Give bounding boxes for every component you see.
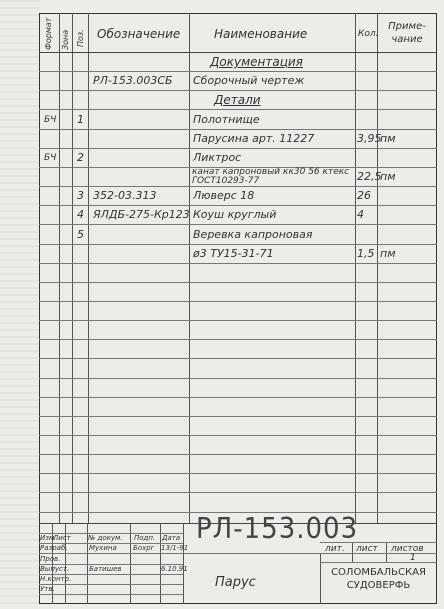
tb-vypust: Выпуст.: [40, 565, 70, 573]
row-unit: пм: [380, 247, 396, 260]
row-pos: 4: [77, 208, 84, 221]
row-line: [39, 71, 437, 72]
row-line: [39, 90, 437, 91]
row-line: [39, 320, 437, 321]
header-zone: Зона: [61, 29, 70, 50]
row-line: [39, 186, 437, 187]
tb-podp: Подп.: [134, 534, 156, 542]
tb-row: [39, 584, 183, 585]
row-name: Сборочный чертеж: [193, 74, 305, 87]
tb-ndoc: № докум.: [88, 534, 123, 542]
tb-izm: Изм: [40, 534, 55, 542]
row-line: [39, 224, 437, 225]
row-name: Люверс 18: [193, 189, 255, 202]
row-line: [39, 129, 437, 130]
tb-lit: лит.: [325, 544, 345, 554]
row-line: [39, 263, 437, 264]
row-line: [39, 416, 437, 417]
row-line: [39, 378, 437, 379]
row-designation: ЯЛДБ-275-Кр123: [93, 208, 190, 221]
row-qty: 4: [357, 208, 364, 221]
section-heading: Документация: [210, 55, 303, 69]
tb-razrab-date: 13/1-91: [161, 544, 189, 552]
tb-razrab-sign: Бохрг: [133, 544, 155, 552]
row-qty: 1,5: [357, 247, 375, 260]
row-pos: 1: [77, 113, 84, 126]
row-line: [39, 148, 437, 149]
row-line: [39, 244, 437, 245]
row-pos: 3: [77, 189, 84, 202]
row-line: [39, 358, 437, 359]
tb-utv: Утв.: [40, 585, 55, 593]
row-qty: 26: [357, 189, 371, 202]
tb-prov: Пров.: [40, 555, 61, 563]
tb-data: Дата: [162, 534, 181, 542]
row-name: Парусина арт. 11227: [193, 132, 315, 145]
tb-razrab-name: Мухина: [89, 544, 117, 552]
tb-row: [39, 594, 183, 595]
row-line: [39, 397, 437, 398]
row-name: ø3 ТУ15-31-71: [193, 247, 274, 260]
section-heading: Детали: [214, 93, 261, 107]
tb-vypust-date: 6.10.91: [161, 565, 188, 573]
row-line: [39, 473, 437, 474]
header-pos: Поз.: [76, 29, 85, 47]
row-line: [39, 492, 437, 493]
row-pos: 5: [77, 228, 84, 241]
tb-line: [386, 542, 387, 562]
tb-row: [320, 562, 437, 563]
tb-line: [183, 523, 184, 604]
header-qty: Кол.: [358, 29, 379, 39]
row-qty: 22,5: [357, 170, 382, 183]
tb-razrab: Разраб.: [40, 544, 68, 552]
row-pos: 2: [77, 151, 84, 164]
row-line: [39, 109, 437, 110]
header-name: Наименование: [214, 27, 308, 41]
header-format: Формат: [44, 17, 53, 50]
row-name: Ликтрос: [193, 151, 242, 164]
row-line: [39, 435, 437, 436]
row-qty: 3,95: [357, 132, 382, 145]
row-designation: РЛ-153.003СБ: [93, 74, 173, 87]
row-name: Веревка капроновая: [193, 228, 313, 241]
tb-list-value: 1: [410, 553, 416, 563]
row-format: БЧ: [44, 153, 57, 163]
row-name: Полотнище: [193, 113, 260, 126]
row-designation: 352-03.313: [93, 189, 157, 202]
header-separator: [39, 52, 437, 53]
tb-list-label: лист: [356, 544, 378, 554]
row-name: канат капроновый кк30 56 ктекс ГОСТ10293-77: [192, 167, 350, 186]
header-note: Приме-чание: [388, 21, 426, 45]
row-format: БЧ: [44, 115, 57, 125]
tb-nkontr: Н.контр.: [40, 575, 72, 583]
binding-margin: [0, 0, 40, 609]
row-name: Коуш круглый: [193, 208, 277, 221]
header-designation: Обозначение: [97, 27, 181, 41]
row-unit: пм: [380, 132, 396, 145]
company-name: СОЛОМБАЛЬСКАЯ СУДОВЕРФЬ: [331, 567, 426, 591]
tb-list: Лист: [53, 534, 71, 542]
row-line: [39, 301, 437, 302]
row-line: [39, 282, 437, 283]
tb-vypust-name: Батишев: [89, 565, 122, 573]
doc-name: Парус: [215, 575, 256, 590]
tb-listov: листов: [391, 544, 424, 554]
row-line: [39, 205, 437, 206]
row-unit: пм: [380, 170, 396, 183]
row-line: [39, 454, 437, 455]
tb-line: [320, 553, 321, 604]
doc-code: РЛ-153.003: [196, 512, 359, 546]
row-line: [39, 339, 437, 340]
